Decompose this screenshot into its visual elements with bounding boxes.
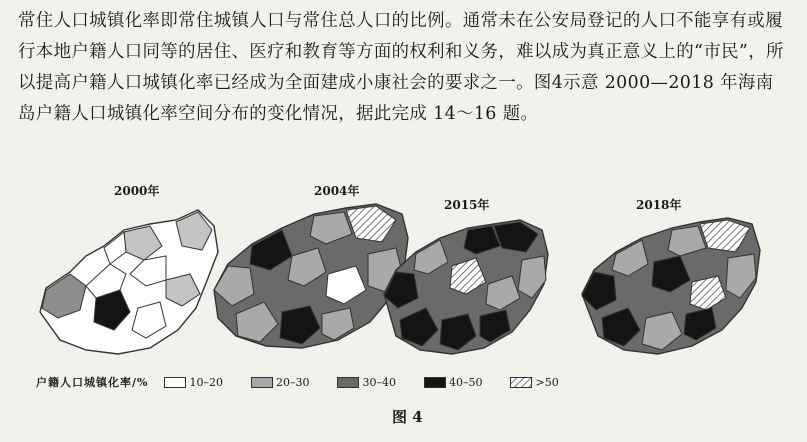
legend-item-10-20 <box>164 376 223 389</box>
legend-item-30-40 <box>337 376 396 389</box>
legend-label: 40–50 <box>448 375 483 389</box>
legend-label: 10–20 <box>189 375 223 389</box>
figure-caption: 图 4 <box>392 408 423 426</box>
legend-label: 30–40 <box>362 375 396 389</box>
legend-item-over-50 <box>510 376 558 389</box>
map-2018 <box>576 204 776 369</box>
legend-swatch-hatched <box>510 377 532 388</box>
map-title-2004: 2004年 <box>314 184 360 198</box>
legend-swatch-black <box>424 377 446 388</box>
legend-title: 户籍人口城镇化率/% <box>36 376 149 389</box>
legend-swatch-dark-gray <box>337 377 359 388</box>
legend-swatch-light-gray <box>251 377 273 388</box>
map-title-2000: 2000年 <box>114 184 160 198</box>
legend <box>36 372 587 392</box>
map-2000 <box>26 190 226 360</box>
legend-swatch-white <box>164 377 186 388</box>
legend-item-40-50 <box>424 376 483 389</box>
map-title-2018: 2018年 <box>636 198 682 212</box>
legend-item-20-30 <box>251 376 310 389</box>
question-paragraph: 常住人口城镇化率即常住城镇人口与常住总人口的比例。通常未在公安局登记的人口不能享有或履行本地户籍人口同等的居住、医疗和教育等方面的权利和义务，难以成为真正意义上的“市民”，所以提高户籍人口城镇化率已经成为全面建成小康社会的要求之一。图4示意 2000—2018 年海南岛户籍人口城镇化率空间分布的变化情况，据此完成 14～16 题。 <box>18 11 784 124</box>
figure-4 <box>16 160 796 440</box>
map-2015 <box>376 204 566 369</box>
legend-label: >50 <box>535 375 559 389</box>
map-title-2015: 2015年 <box>444 198 490 212</box>
legend-label: 20–30 <box>275 375 310 389</box>
